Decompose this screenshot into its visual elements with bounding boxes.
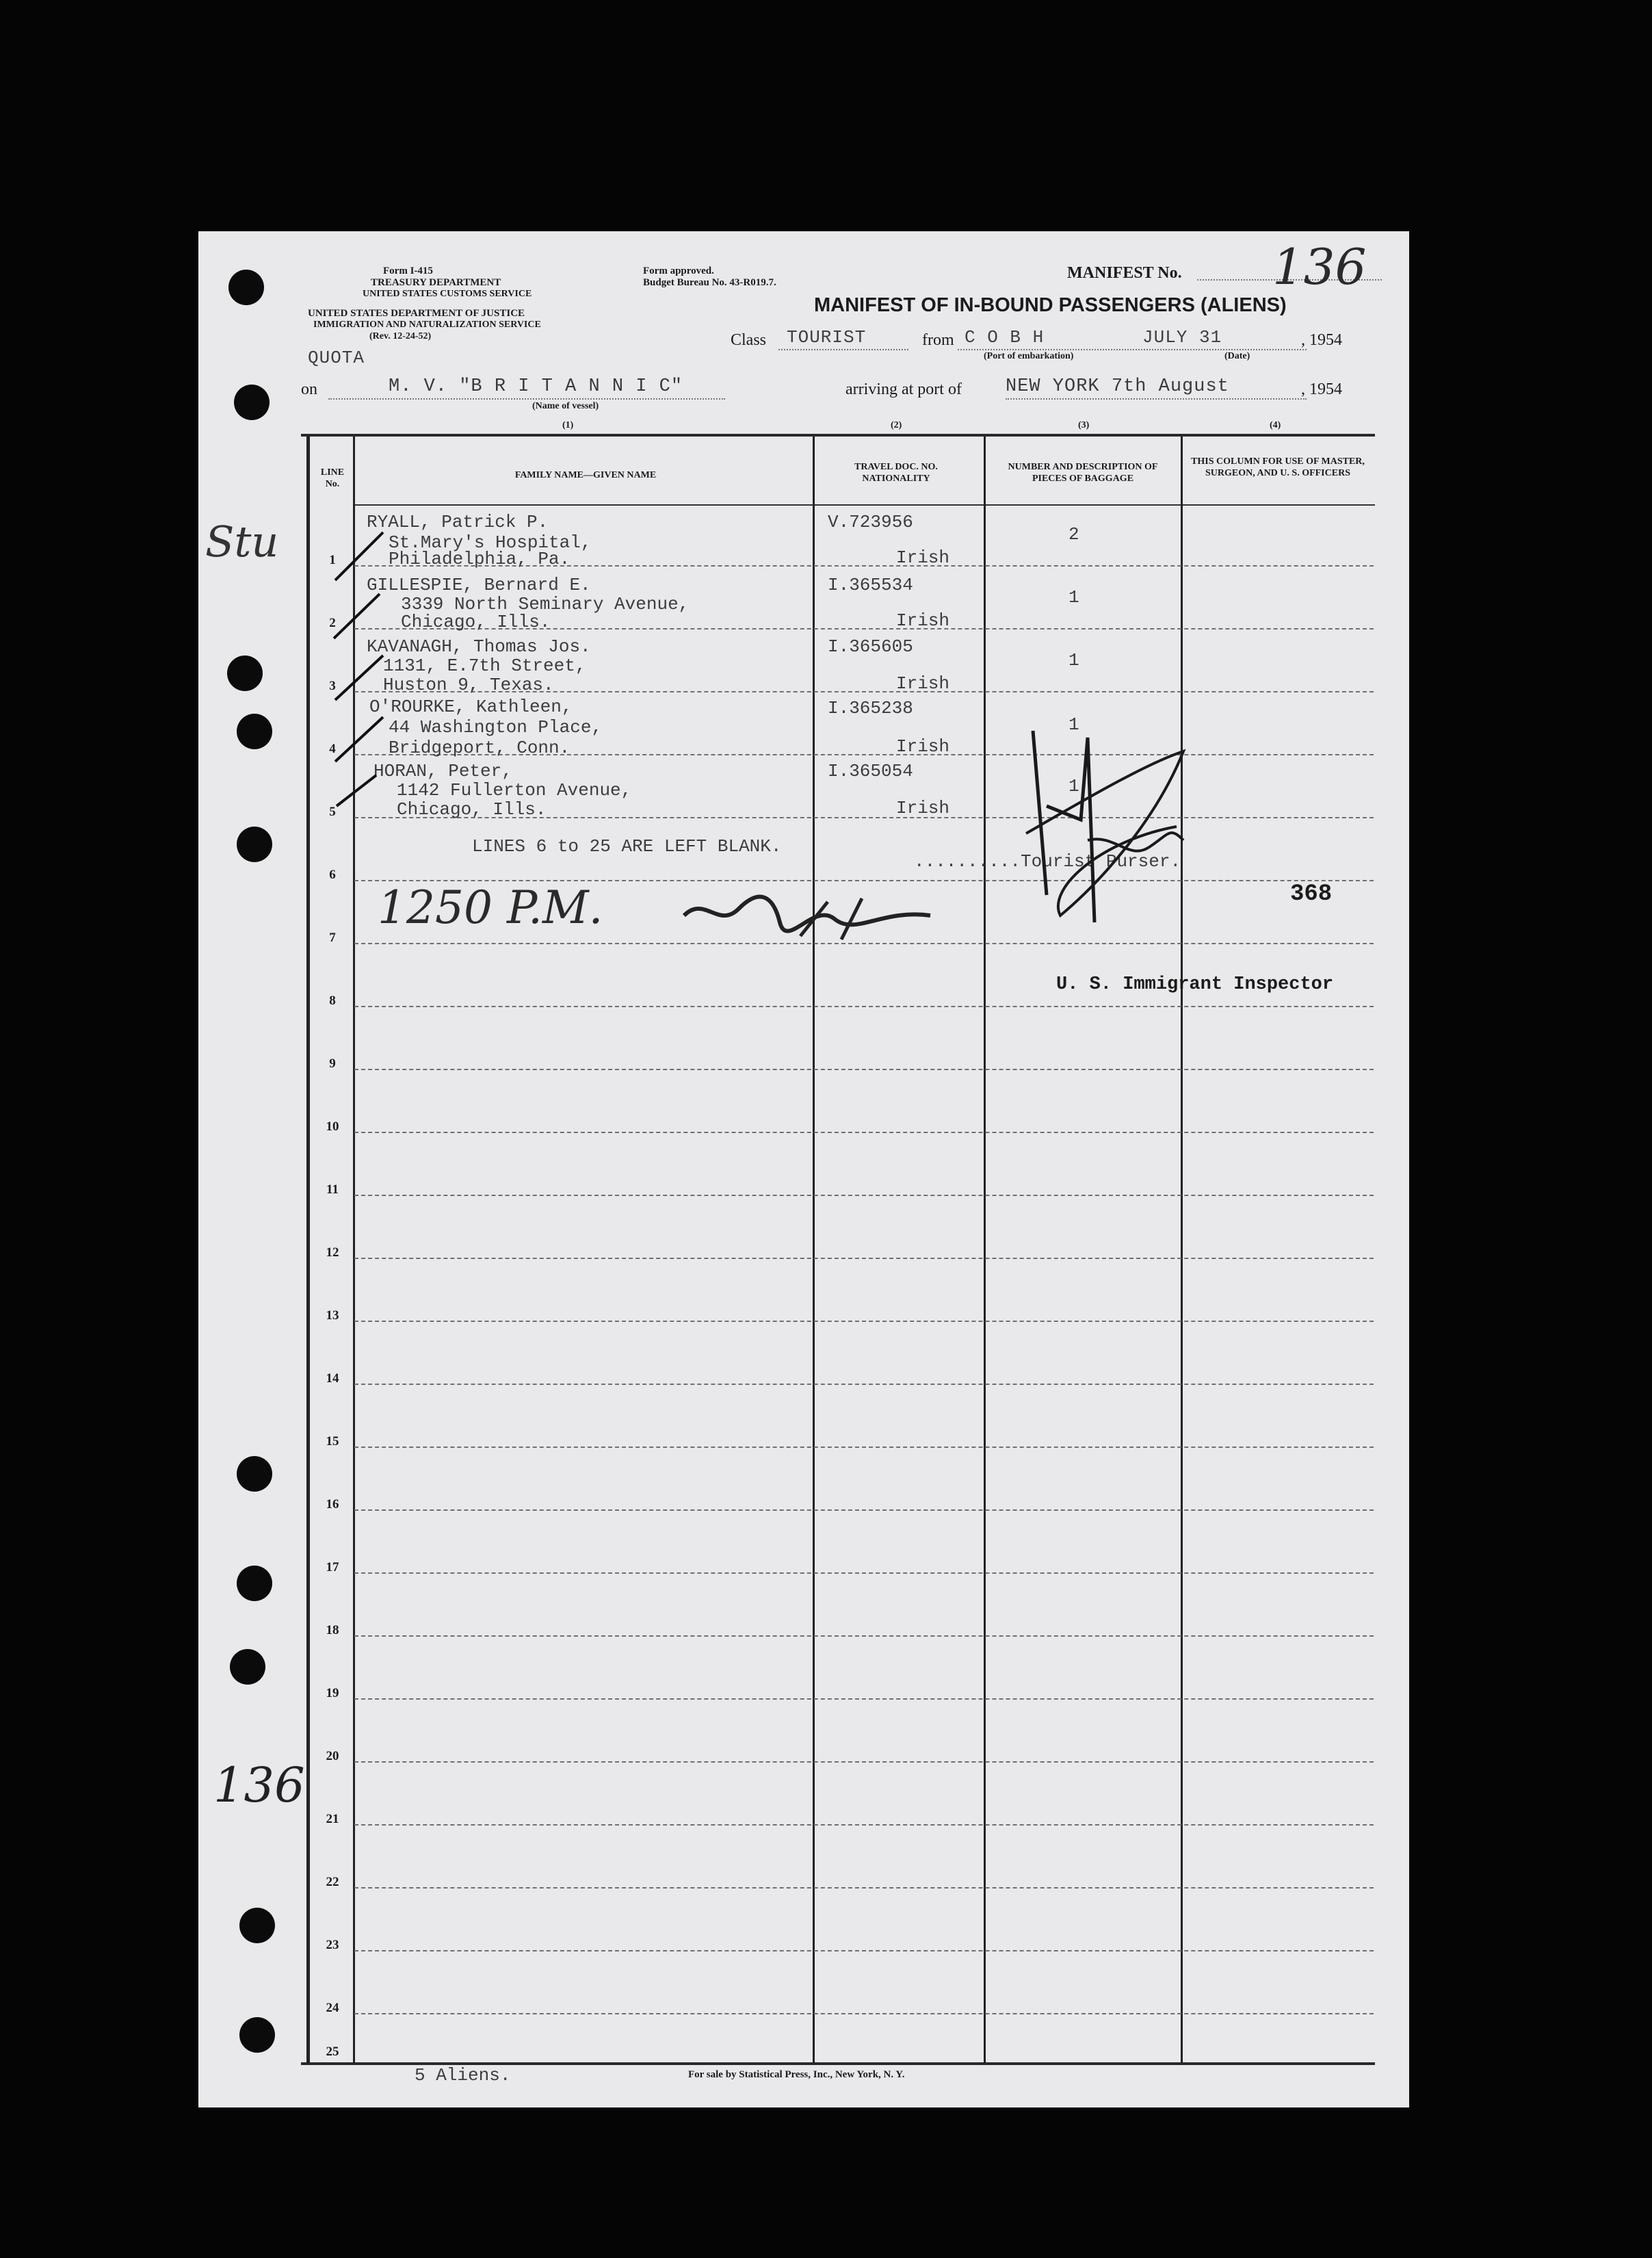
passenger-address: St.Mary's Hospital,	[389, 532, 592, 553]
baggage-count: 1	[1068, 587, 1079, 608]
manifest-sheet	[198, 231, 1409, 2107]
date-value: JULY 31	[1142, 327, 1222, 348]
punch-hole-icon	[230, 1649, 265, 1685]
arrival-time-handwritten: 1250 P.M.	[378, 881, 603, 934]
check-marks-icon	[322, 519, 397, 813]
inspector-signature-icon	[677, 888, 937, 943]
table-left-border	[306, 437, 310, 2064]
purser-line: ..........Tourist Purser.	[914, 851, 1181, 872]
passenger-name: GILLESPIE, Bernard E.	[367, 575, 591, 595]
inspector-number: 368	[1290, 881, 1333, 907]
col-number-4: (4)	[1270, 420, 1281, 430]
line-number: 16	[326, 1497, 339, 1511]
row-rule	[354, 943, 1374, 944]
treasury-label: TREASURY DEPARTMENT	[371, 277, 501, 288]
vessel-field	[328, 398, 725, 400]
port-caption: (Port of embarkation)	[984, 351, 1074, 361]
table-top-rule	[301, 434, 1375, 437]
baggage-count: 1	[1068, 714, 1079, 735]
line-number: 22	[326, 1875, 339, 1889]
row-rule	[354, 1950, 1374, 1951]
manifest-number-handwritten: 136	[1272, 238, 1367, 296]
class-label: Class	[731, 331, 767, 349]
baggage-count: 1	[1068, 650, 1079, 671]
line-number: 5	[329, 805, 336, 819]
manifest-number-label: MANIFEST No.	[1067, 264, 1182, 282]
punch-hole-icon	[237, 714, 272, 749]
travel-doc-number: I.365054	[828, 761, 913, 781]
row-rule	[354, 1195, 1374, 1196]
col-header-line-no: LINE No.	[320, 467, 345, 489]
nationality: Irish	[896, 610, 950, 631]
row-rule	[354, 1132, 1374, 1133]
punch-hole-icon	[227, 656, 263, 691]
col-divider-baggage	[1181, 437, 1183, 2064]
date-caption: (Date)	[1224, 351, 1250, 361]
table-header-rule	[354, 504, 1375, 506]
col-divider-name	[813, 437, 815, 2064]
line-number: 12	[326, 1245, 339, 1260]
budget-bureau: Budget Bureau No. 43-R019.7.	[643, 277, 776, 288]
travel-doc-number: I.365534	[828, 575, 913, 595]
line-number: 19	[326, 1686, 339, 1700]
ins-label: IMMIGRATION AND NATURALIZATION SERVICE	[313, 320, 541, 330]
travel-doc-number: I.365238	[828, 698, 913, 718]
passenger-address: 1131, E.7th Street,	[383, 656, 586, 676]
passenger-name: HORAN, Peter,	[373, 761, 512, 781]
year-label-2: , 1954	[1301, 380, 1342, 398]
arrival-value: NEW YORK 7th August	[1006, 376, 1229, 397]
col-header-travel-doc: TRAVEL DOC. NO. NATIONALITY	[854, 462, 938, 484]
punch-hole-icon	[239, 1908, 275, 1943]
rev-label: (Rev. 12-24-52)	[369, 331, 432, 341]
date-field	[1136, 349, 1307, 350]
purser-signature-icon	[1019, 724, 1197, 929]
line-number: 24	[326, 2001, 339, 2015]
vessel-name: M. V. "B R I T A N N I C"	[389, 376, 683, 397]
line-number: 20	[326, 1749, 339, 1763]
row-rule	[354, 1761, 1374, 1763]
arriving-label: arriving at port of	[845, 380, 962, 398]
row-rule	[354, 1698, 1374, 1700]
row-rule	[354, 1887, 1374, 1889]
customs-label: UNITED STATES CUSTOMS SERVICE	[363, 289, 532, 299]
baggage-count: 1	[1068, 776, 1079, 796]
row-rule	[354, 1384, 1374, 1385]
from-label: from	[922, 331, 954, 349]
travel-doc-number: V.723956	[828, 512, 913, 532]
row-rule	[354, 1069, 1374, 1070]
passenger-address: Philadelphia, Pa.	[389, 549, 571, 569]
line-number: 25	[326, 2045, 339, 2059]
col-number-1: (1)	[562, 420, 574, 430]
passenger-name: O'ROURKE, Kathleen,	[369, 697, 573, 717]
nationality: Irish	[896, 673, 950, 694]
row-rule	[354, 1006, 1374, 1007]
row-rule	[354, 1509, 1374, 1511]
col-header-name: FAMILY NAME—GIVEN NAME	[514, 470, 657, 480]
line-number: 21	[326, 1812, 339, 1826]
line-number: 2	[329, 616, 336, 630]
punch-hole-icon	[237, 827, 272, 862]
passenger-address: Chicago, Ills.	[397, 799, 547, 820]
year-label-1: , 1954	[1301, 331, 1342, 349]
class-field	[778, 349, 908, 350]
line-number: 11	[326, 1182, 339, 1197]
passenger-name: KAVANAGH, Thomas Jos.	[367, 636, 591, 657]
punch-hole-icon	[234, 385, 270, 420]
passenger-address: Bridgeport, Conn.	[389, 738, 571, 758]
line-number: 17	[326, 1560, 339, 1574]
row-rule	[354, 1572, 1374, 1574]
nationality: Irish	[896, 547, 950, 568]
passenger-address: Huston 9, Texas.	[383, 675, 554, 695]
printer-footer: For sale by Statistical Press, Inc., New York, N. Y.	[688, 2069, 905, 2080]
row-rule	[354, 1321, 1374, 1322]
travel-doc-number: I.365605	[828, 636, 913, 657]
passenger-address: 44 Washington Place,	[389, 717, 603, 738]
line-number: 14	[326, 1371, 339, 1386]
margin-note-136: 136	[213, 1757, 305, 1813]
line-number: 15	[326, 1434, 339, 1449]
row-rule	[354, 1258, 1374, 1259]
quota-stamp: QUOTA	[308, 348, 365, 368]
line-number: 1	[329, 553, 336, 567]
passenger-address: 1142 Fullerton Avenue,	[397, 780, 632, 801]
punch-hole-icon	[228, 270, 264, 305]
punch-hole-icon	[239, 2017, 275, 2053]
aliens-count: 5 Aliens.	[415, 2065, 511, 2086]
inspector-label: U. S. Immigrant Inspector	[1056, 974, 1334, 995]
on-label: on	[301, 380, 317, 398]
row-rule	[354, 2013, 1374, 2014]
line-number: 6	[329, 868, 336, 882]
nationality: Irish	[896, 736, 950, 757]
vessel-caption: (Name of vessel)	[532, 401, 599, 411]
line-number: 13	[326, 1308, 339, 1323]
manifest-title: MANIFEST OF IN-BOUND PASSENGERS (ALIENS)	[814, 294, 1287, 316]
passenger-address: Chicago, Ills.	[401, 612, 551, 632]
line-number: 3	[329, 679, 336, 693]
lines-left-blank-note: LINES 6 to 25 ARE LEFT BLANK.	[472, 836, 782, 857]
form-number: Form I-415	[383, 265, 433, 276]
col-divider-doc	[984, 437, 986, 2064]
line-number: 8	[329, 994, 336, 1008]
passenger-name: RYALL, Patrick P.	[367, 512, 549, 532]
row-rule	[354, 1635, 1374, 1637]
col-header-officers: THIS COLUMN FOR USE OF MASTER, SURGEON, AND U. S. OFFICERS	[1191, 456, 1365, 478]
line-number: 10	[326, 1119, 339, 1134]
from-value: C O B H	[965, 327, 1045, 348]
col-number-3: (3)	[1078, 420, 1090, 430]
line-number: 23	[326, 1938, 339, 1952]
punch-hole-icon	[237, 1566, 272, 1601]
line-number: 9	[329, 1056, 336, 1071]
col-number-2: (2)	[891, 420, 902, 430]
baggage-count: 2	[1068, 524, 1079, 545]
row-rule	[354, 1824, 1374, 1826]
justice-label: UNITED STATES DEPARTMENT OF JUSTICE	[308, 308, 525, 319]
margin-note-stu: Stu	[205, 517, 279, 567]
line-number: 18	[326, 1623, 339, 1637]
line-number: 7	[329, 931, 336, 945]
line-number: 4	[329, 742, 336, 756]
nationality: Irish	[896, 798, 950, 818]
passenger-address: 3339 North Seminary Avenue,	[401, 594, 690, 614]
punch-hole-icon	[237, 1456, 272, 1492]
col-header-baggage: NUMBER AND DESCRIPTION OF PIECES OF BAGGAGE	[1008, 462, 1158, 484]
row-rule	[354, 1446, 1374, 1448]
arrival-field	[1006, 398, 1307, 400]
class-value: TOURIST	[787, 327, 867, 348]
form-approved: Form approved.	[643, 265, 714, 276]
